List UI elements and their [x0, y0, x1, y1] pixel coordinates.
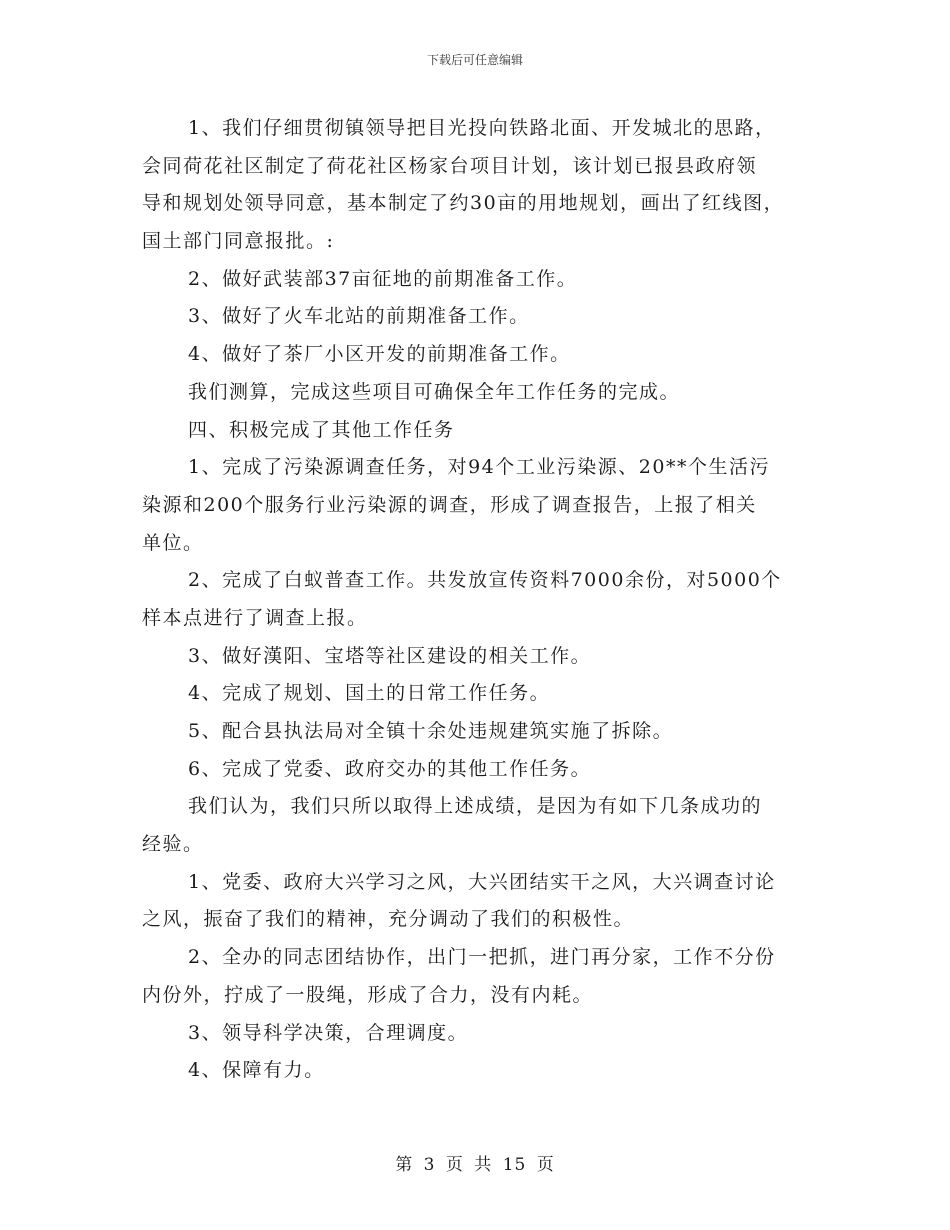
- text-line: 我们认为，我们只所以取得上述成绩，是因为有如下几条成功的: [188, 795, 763, 818]
- text-line: 染源和200个服务行业污染源的调查，形成了调查报告，上报了相关: [142, 493, 757, 516]
- text-line: 3、做好了火车北站的前期准备工作。: [188, 305, 530, 328]
- page-number: 第 3 页 共 15 页: [395, 1155, 555, 1175]
- text-line: 国土部门同意报批。:: [142, 230, 335, 253]
- text-line: 5、配合县执法局对全镇十余处违规建筑实施了拆除。: [188, 720, 674, 742]
- text-line: 四、积极完成了其他工作任务: [188, 418, 455, 441]
- text-line: 之风，振奋了我们的精神，充分调动了我们的积极性。: [142, 908, 635, 931]
- text-line: 2、全办的同志团结协作，出门一把抓，进门再分家，工作不分份: [188, 946, 776, 969]
- text-line: 4、完成了规划、国土的日常工作任务。: [188, 682, 551, 705]
- text-line: 我们测算，完成这些项目可确保全年工作任务的完成。: [188, 380, 681, 403]
- text-line: 6、完成了党委、政府交办的其他工作任务。: [188, 757, 592, 780]
- text-line: 单位。: [142, 531, 204, 554]
- text-line: 1、我们仔细贯彻镇领导把目光投向铁路北面、开发城北的思路，: [188, 117, 776, 139]
- text-line: 1、完成了污染源调查任务，对94个工业污染源、20**个生活污: [188, 456, 770, 479]
- text-line: 3、领导科学决策，合理调度。: [188, 1021, 469, 1044]
- document-body: [142, 110, 812, 1090]
- text-line: 2、做好武装部37亩征地的前期准备工作。: [188, 267, 578, 290]
- text-line: 2、完成了白蚁普查工作。共发放宣传资料7000余份，对5000个: [188, 569, 782, 592]
- text-line: 内份外，拧成了一股绳，形成了合力，没有内耗。: [142, 983, 594, 1006]
- text-line: 样本点进行了调查上报。: [142, 606, 368, 629]
- text-line: 导和规划处领导同意，基本制定了约30亩的用地规划，画出了红线图，: [142, 192, 785, 215]
- text-line: 3、做好漢阳、宝塔等社区建设的相关工作。: [188, 644, 592, 667]
- text-line: 1、党委、政府大兴学习之风，大兴团结实干之风，大兴调查讨论: [188, 870, 776, 893]
- page-header: 下载后可任意编辑: [426, 53, 523, 67]
- text-line: 4、做好了茶厂小区开发的前期准备工作。: [188, 343, 571, 366]
- text-line: 4、保障有力。: [188, 1059, 325, 1082]
- text-line: 会同荷花社区制定了荷花社区杨家台项目计划，该计划已报县政府领: [142, 154, 758, 177]
- text-line: 经验。: [142, 833, 204, 856]
